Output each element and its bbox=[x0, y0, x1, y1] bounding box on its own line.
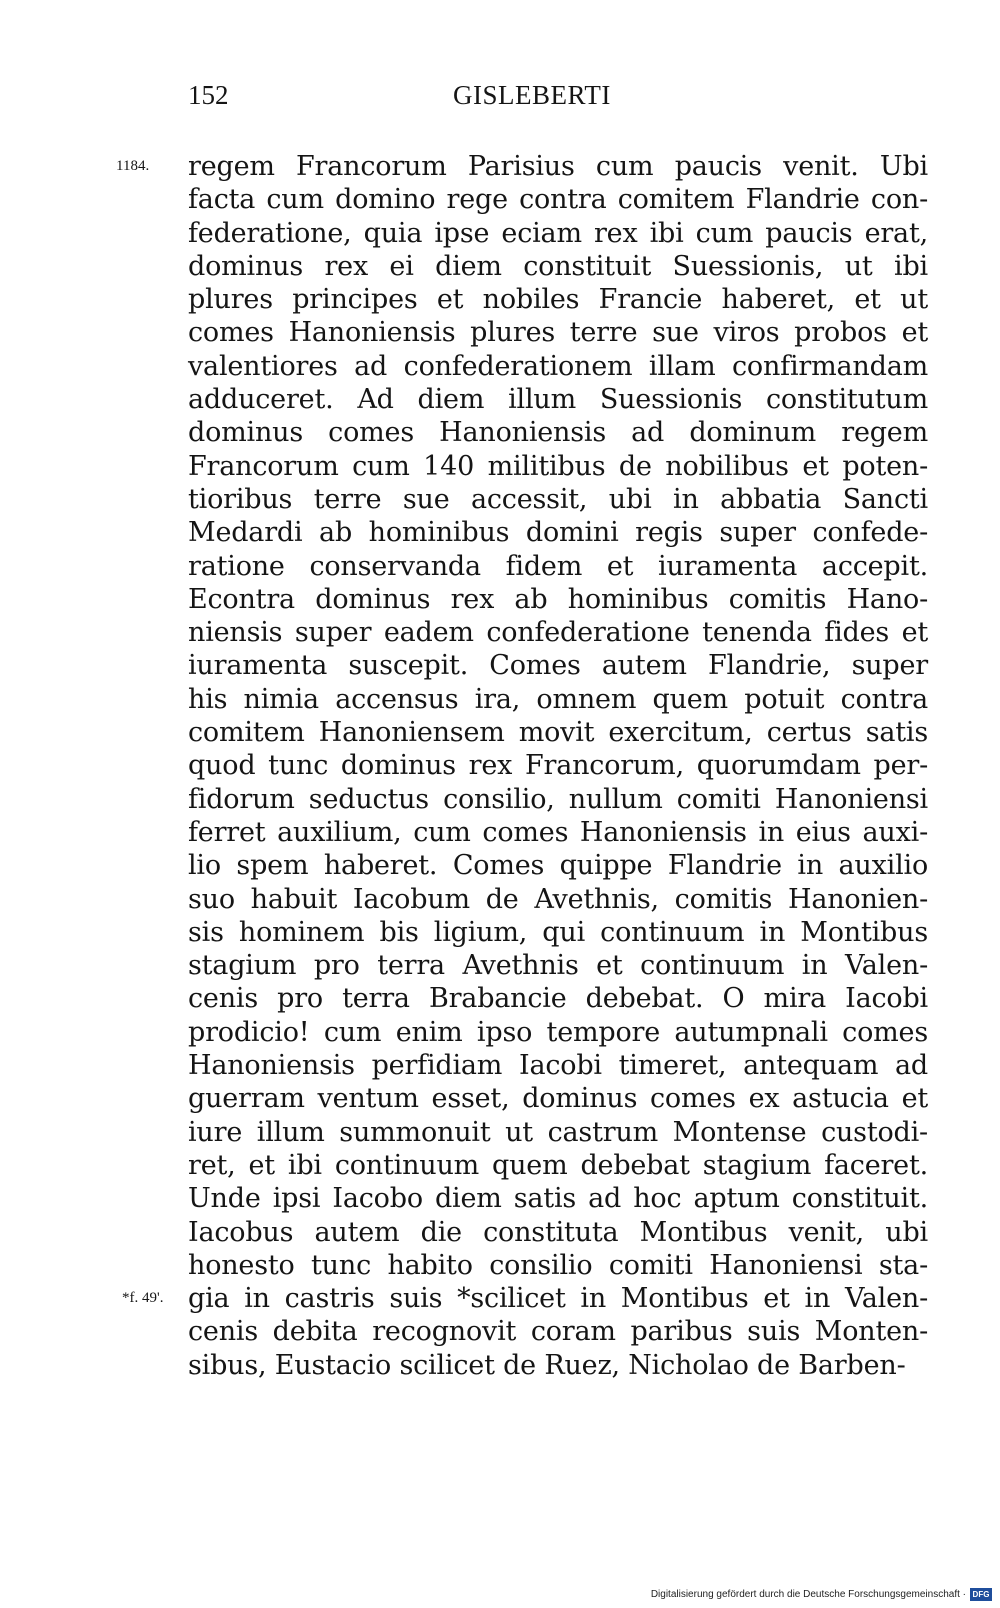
text-line: ret, et ibi continuum quem debebat stagium faceret. bbox=[188, 1149, 928, 1181]
text-line: federatione, quia ipse eciam rex ibi cum paucis erat, bbox=[188, 217, 928, 249]
text-line: iure illum summonuit ut castrum Montense custodi- bbox=[188, 1116, 928, 1148]
margin-note-folio: *f. 49'. bbox=[122, 1290, 164, 1306]
running-title: GISLEBERTI bbox=[453, 80, 611, 110]
text-line: comes Hanoniensis plures terre sue viros probos et bbox=[188, 317, 928, 349]
page-number: 152 bbox=[188, 80, 229, 110]
text-line: tioribus terre sue accessit, ubi in abbatia Sancti bbox=[188, 483, 928, 515]
text-line: comitem Hanoniensem movit exercitum, certus satis bbox=[188, 717, 928, 749]
text-line: dominus rex ei diem constituit Suessionis, ut ibi bbox=[188, 250, 928, 282]
page-header bbox=[188, 80, 658, 120]
margin-note-year: 1184. bbox=[116, 158, 150, 174]
text-line: Medardi ab hominibus domini regis super confede- bbox=[188, 517, 928, 549]
digitization-footer bbox=[651, 1586, 992, 1602]
text-line: fidorum seductus consilio, nullum comiti Hanoniensi bbox=[188, 783, 928, 815]
text-line: suo habuit Iacobum de Avethnis, comitis Hanonien- bbox=[188, 883, 928, 915]
text-line: dominus comes Hanoniensis ad dominum regem bbox=[188, 417, 928, 449]
text-line: Hanoniensis perfidiam Iacobi timeret, antequam ad bbox=[188, 1050, 928, 1082]
text-line: sibus, Eustacio scilicet de Ruez, Nicholao de Barben- bbox=[188, 1349, 906, 1381]
footer-credit-text: Digitalisierung gefördert durch die Deutsche Forschungsgemeinschaft · bbox=[650, 1588, 966, 1600]
text-line: adduceret. Ad diem illum Suessionis constitutum bbox=[188, 384, 928, 416]
text-line: stagium pro terra Avethnis et continuum in Valen- bbox=[188, 950, 928, 982]
text-line: plures principes et nobiles Francie haberet, et ut bbox=[188, 284, 928, 316]
text-line: Econtra dominus rex ab hominibus comitis Hano- bbox=[188, 583, 928, 615]
dfg-logo-icon: DFG bbox=[970, 1588, 992, 1601]
text-line: iuramenta suscepit. Comes autem Flandrie, super bbox=[188, 650, 928, 682]
body-text bbox=[188, 150, 928, 1382]
text-line: honesto tunc habito consilio comiti Hanoniensi sta- bbox=[188, 1249, 928, 1281]
text-line: gia in castris suis *scilicet in Montibus et in Valen- bbox=[188, 1283, 928, 1315]
text-line: regem Francorum Parisius cum paucis venit. Ubi bbox=[188, 151, 928, 182]
text-line: lio spem haberet. Comes quippe Flandrie in auxilio bbox=[188, 850, 928, 882]
text-line: prodicio! cum enim ipso tempore autumpnali comes bbox=[188, 1016, 928, 1048]
text-line: cenis debita recognovit coram paribus suis Monten- bbox=[188, 1316, 928, 1348]
text-line: quod tunc dominus rex Francorum, quorumdam per- bbox=[188, 750, 928, 782]
text-line: ratione conservanda fidem et iuramenta accepit. bbox=[188, 550, 928, 582]
text-line: Iacobus autem die constituta Montibus venit, ubi bbox=[188, 1216, 928, 1248]
text-line: niensis super eadem confederatione tenenda fides et bbox=[188, 617, 928, 649]
text-line: Unde ipsi Iacobo diem satis ad hoc aptum constituit. bbox=[188, 1183, 928, 1215]
text-line: cenis pro terra Brabancie debebat. O mira Iacobi bbox=[188, 983, 928, 1015]
text-line: guerram ventum esset, dominus comes ex astucia et bbox=[188, 1083, 928, 1115]
text-line: his nimia accensus ira, omnem quem potuit contra bbox=[188, 683, 928, 715]
text-line: valentiores ad confederationem illam confirmandam bbox=[188, 350, 928, 382]
text-line: sis hominem bis ligium, qui continuum in Montibus bbox=[188, 916, 928, 948]
text-line: ferret auxilium, cum comes Hanoniensis in eius auxi- bbox=[188, 816, 928, 848]
text-line: Francorum cum 140 militibus de nobilibus et poten- bbox=[188, 450, 928, 482]
text-line: facta cum domino rege contra comitem Flandrie con- bbox=[188, 184, 928, 216]
